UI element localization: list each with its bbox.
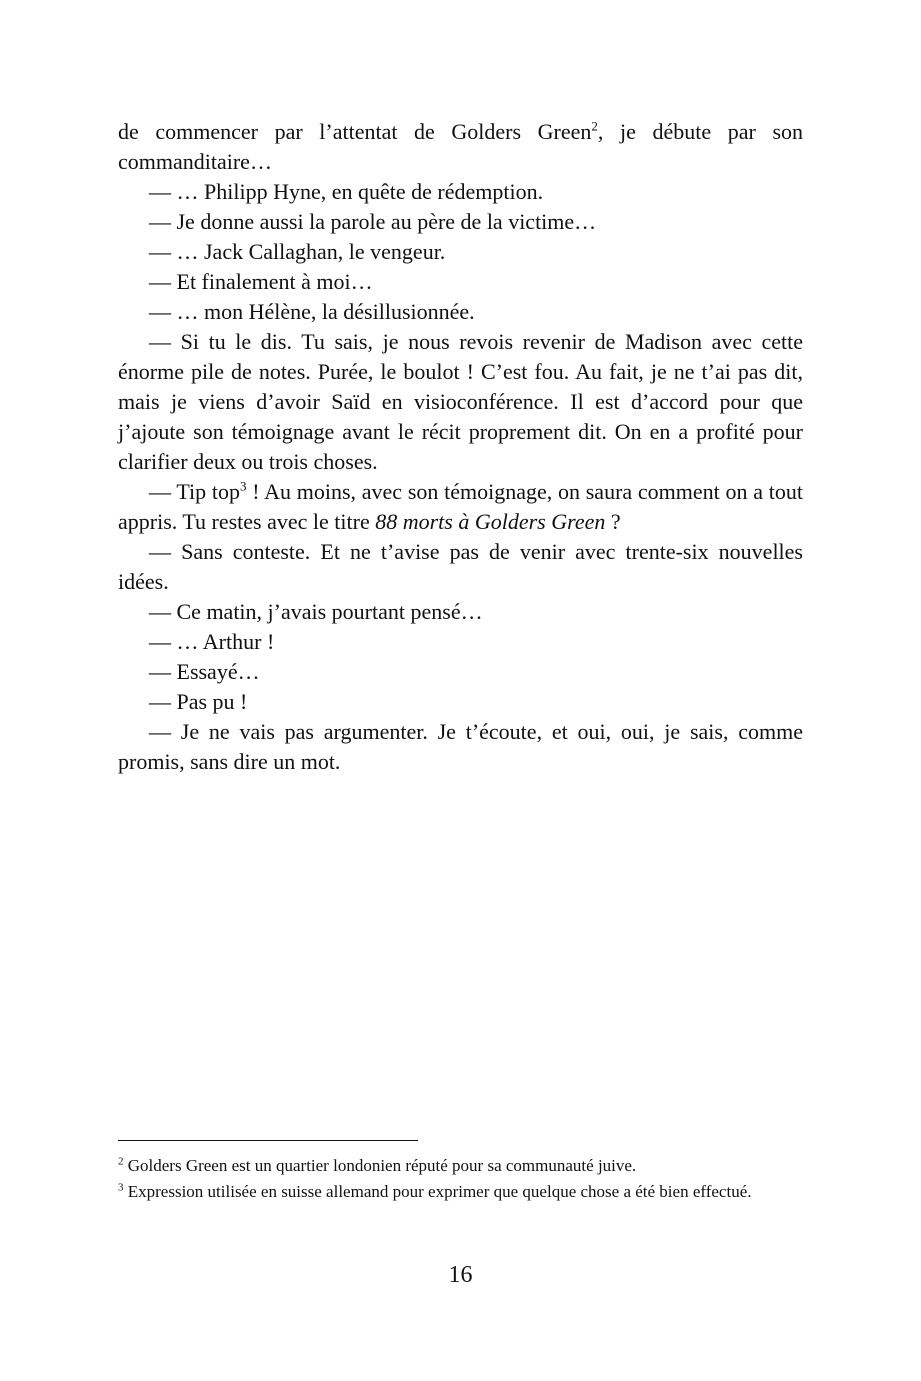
paragraph-8-text-start: — Tip top [149,479,240,504]
paragraph-13: — Pas pu ! [149,689,248,714]
footnote-text: Golders Green est un quartier londonien réputé pour sa communauté juive. [123,1156,637,1175]
paragraph-4: — … Jack Callaghan, le vengeur. [149,239,446,264]
footnote-3 [118,1179,803,1205]
paragraph-3: — Je donne aussi la parole au père de la victime… [149,209,597,234]
paragraph-1 [118,117,803,177]
footnote-separator [118,1140,418,1141]
paragraph-10: — Ce matin, j’avais pourtant pensé… [149,599,483,624]
footnote-text: Expression utilisée en suisse allemand pour exprimer que quelque chose a été bien effectué. [123,1182,752,1201]
footnote-number: 2 [118,1155,124,1168]
paragraph-12: — Essayé… [149,659,260,684]
paragraph-9: — Sans conteste. Et ne t’avise pas de venir avec trente-six nouvelles idées. [118,539,803,594]
page-number: 16 [448,1262,473,1288]
paragraph-2: — … Philipp Hyne, en quête de rédemption. [149,179,544,204]
footnote-number: 3 [118,1181,124,1194]
body-text [118,117,803,777]
paragraph-11: — … Arthur ! [149,629,275,654]
paragraph-8-text-end: ? [605,509,621,534]
footnote-ref-2[interactable]: 2 [591,118,598,134]
book-title: 88 morts à Golders Green [375,509,606,534]
paragraph-8-text-middle: ! Au moins, avec son témoignage, on saura comment on a tout appris. Tu restes avec le titre [118,479,804,534]
paragraph-1-text-end: , je débute par son commanditaire… [118,119,803,174]
paragraph-7: — Si tu le dis. Tu sais, je nous revois revenir de Madison avec cette énorme pile de notes. Purée, le boulot ! C’est fou. Au fait, je ne t’ai pas dit, mais je viens d’avoir Saïd en visioconférence. Il est d’accord pour que j’ajoute son témoignage avant le récit proprement dit. On en a profité pour clarifier deux ou trois choses. [118,329,803,474]
footnotes [118,1153,803,1205]
footnote-2 [118,1153,803,1179]
footnote-ref-3[interactable]: 3 [240,478,247,494]
paragraph-6: — … mon Hélène, la désillusionnée. [149,299,475,324]
paragraph-8 [118,477,803,537]
paragraph-14: — Je ne vais pas argumenter. Je t’écoute, et oui, oui, je sais, comme promis, sans dire un mot. [118,719,803,774]
paragraph-1-text-start: de commencer par l’attentat de Golders Green [118,119,592,144]
paragraph-5: — Et finalement à moi… [149,269,373,294]
